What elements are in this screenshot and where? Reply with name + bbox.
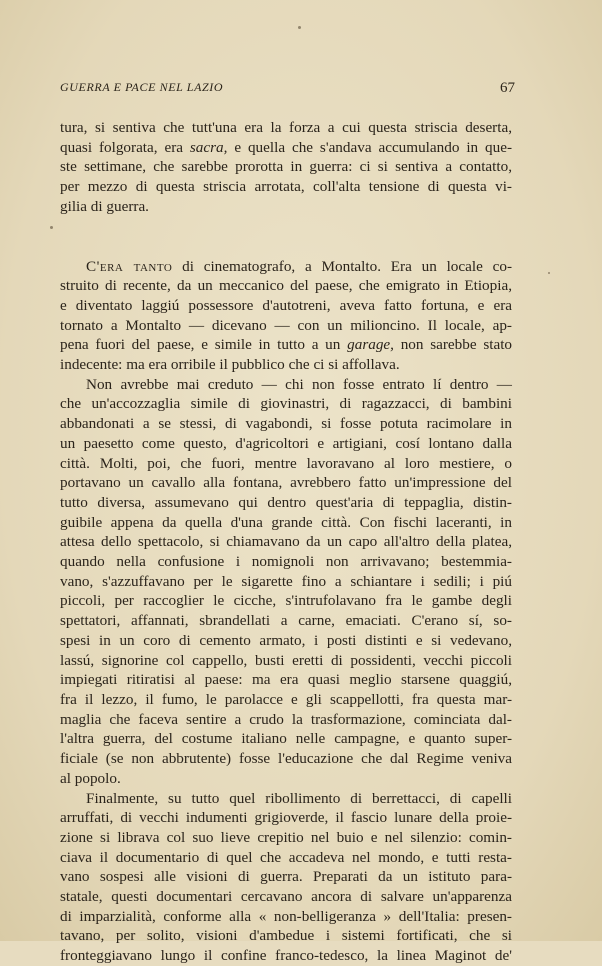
body-text xyxy=(60,118,512,966)
text-line: ciava il documentario di quel che accadeva nel mondo, e tutti resta- xyxy=(60,848,512,866)
text-line: piccoli, per raccoglier le cicche, s'intrufolavano fra le gambe degli xyxy=(60,592,512,610)
text-line: statale, questi documentari cercavano ancora di salvare un'apparenza xyxy=(60,888,512,906)
paper-speck xyxy=(298,26,301,29)
section-gap xyxy=(60,217,512,257)
text-line: e diventato laggiú possessore d'autotreni, aveva fatto fortuna, e era xyxy=(60,296,512,314)
text-line: impiegati ritiratisi al paese: ma era quasi meglio starsene quaggiú, xyxy=(60,671,512,689)
text-line: spesi in un coro di cemento armato, i posti distinti e si vedevano, xyxy=(60,631,512,649)
italic-word: sacra, xyxy=(189,138,228,156)
text-line: per mezzo di questa striscia arrotata, coll'alta tensione di questa vi- xyxy=(60,178,512,196)
smallcaps-lead: C'era tanto xyxy=(86,257,173,275)
text-line: tutto diversa, assumevano qui dentro quest'aria di teppaglia, distin- xyxy=(60,493,512,511)
text-line: maglia che faceva sentire a crudo la trasformazione, cominciata dal- xyxy=(60,710,512,728)
text-line: che un'accozzaglia simile di giovinastri, di ragazzacci, di bambini xyxy=(60,395,512,413)
text-line: Non avrebbe mai creduto — chi non fosse entrato lí dentro — xyxy=(86,375,512,393)
running-title: GUERRA E PACE NEL LAZIO xyxy=(60,80,224,94)
paper-speck xyxy=(548,272,550,274)
text-line: guibile appena da quella d'una grande città. Con fischi laceranti, in xyxy=(60,513,512,531)
text-line: arruffati, di vecchi indumenti grigioverde, il fascio lunare della proie- xyxy=(60,809,512,827)
text-line: abbandonati a se stessi, di vagabondi, si fosse potuta racimolare in xyxy=(60,415,512,433)
text-line: indecente: ma era orribile il pubblico che ci si affollava. xyxy=(60,356,400,374)
text-line: spettatori, affannati, sbrandellati a carne, emaciati. C'erano sí, so- xyxy=(60,612,512,630)
text-line: tura, si sentiva che tutt'una era la forza a cui questa striscia deserta, xyxy=(60,119,512,136)
text-line: vano sospesi alle visioni di guerra. Preparati da un istituto para- xyxy=(60,868,512,886)
text-line: quando nella confusione i nomignoli non arrivavano; bestemmia- xyxy=(60,553,512,571)
text-line: quasi folgorata, era sacra, e quella che s'andava accumulando in que- xyxy=(60,138,513,156)
text-line: C'era tanto di cinematografo, a Montalto. Era un locale co- xyxy=(86,257,513,275)
text-line: vano, s'azzuffavano per le sigarette fino a schiantare i sedili; i piú xyxy=(60,572,512,590)
text-line: ficiale (se non abbrutente) fosse l'educazione che dal Regime veniva xyxy=(60,750,512,768)
page-header xyxy=(60,80,515,100)
text-line: fra il lezzo, il fumo, le parolacce e gli scappellotti, fra questa mar- xyxy=(60,690,512,708)
text-line: lassú, signorine col cappello, busti eretti di possidenti, vecchi piccoli xyxy=(60,651,512,669)
text-line: zione si librava col suo lieve crepitio nel buio e nel silenzio: comin- xyxy=(60,828,512,846)
page-number: 67 xyxy=(500,80,515,96)
text-line: al popolo. xyxy=(60,769,121,787)
text-line: di imparzialità, conforme alla « non-belligeranza » dell'Italia: presen- xyxy=(60,907,512,925)
text-line: l'altra guerra, del costume italiano nelle campagne, e quanto super- xyxy=(60,730,512,748)
text-line: ste settimane, che sarebbe prorotta in guerra: ci si sentiva a contatto, xyxy=(60,158,512,176)
text-line: struito di recente, da un meccanico del paese, che emigrato in Etiopia, xyxy=(60,277,512,295)
text-line: città. Molti, poi, che fuori, mentre lavoravano al loro mestiere, o xyxy=(60,454,512,472)
text-line: pena fuori del paese, e simile in tutto a un garage, non sarebbe stato xyxy=(60,336,513,354)
text-line: Finalmente, su tutto quel ribollimento di berrettacci, di capelli xyxy=(86,789,512,807)
text-line: gilia di guerra. xyxy=(60,197,149,215)
italic-word: garage, xyxy=(347,336,394,354)
text-line: attesa dello spettacolo, si chiamavano da un capo all'altro della platea, xyxy=(60,533,512,551)
text-line: tavano, per solito, visioni d'ambedue i sistemi fortificati, che si xyxy=(60,927,512,945)
text-line: un paesetto come questo, d'agricoltori e artigiani, cosí lontano dalla xyxy=(60,434,512,452)
text-line: tornato a Montalto — dicevano — con un milioncino. Il locale, ap- xyxy=(60,316,512,334)
paper-speck xyxy=(50,226,53,229)
text-line: portavano un cavallo alla fontana, avrebbero fatto un'impressione del xyxy=(60,474,512,492)
text-line: fronteggiavano lungo il confine franco-tedesco, la linea Maginot de' xyxy=(60,947,512,965)
